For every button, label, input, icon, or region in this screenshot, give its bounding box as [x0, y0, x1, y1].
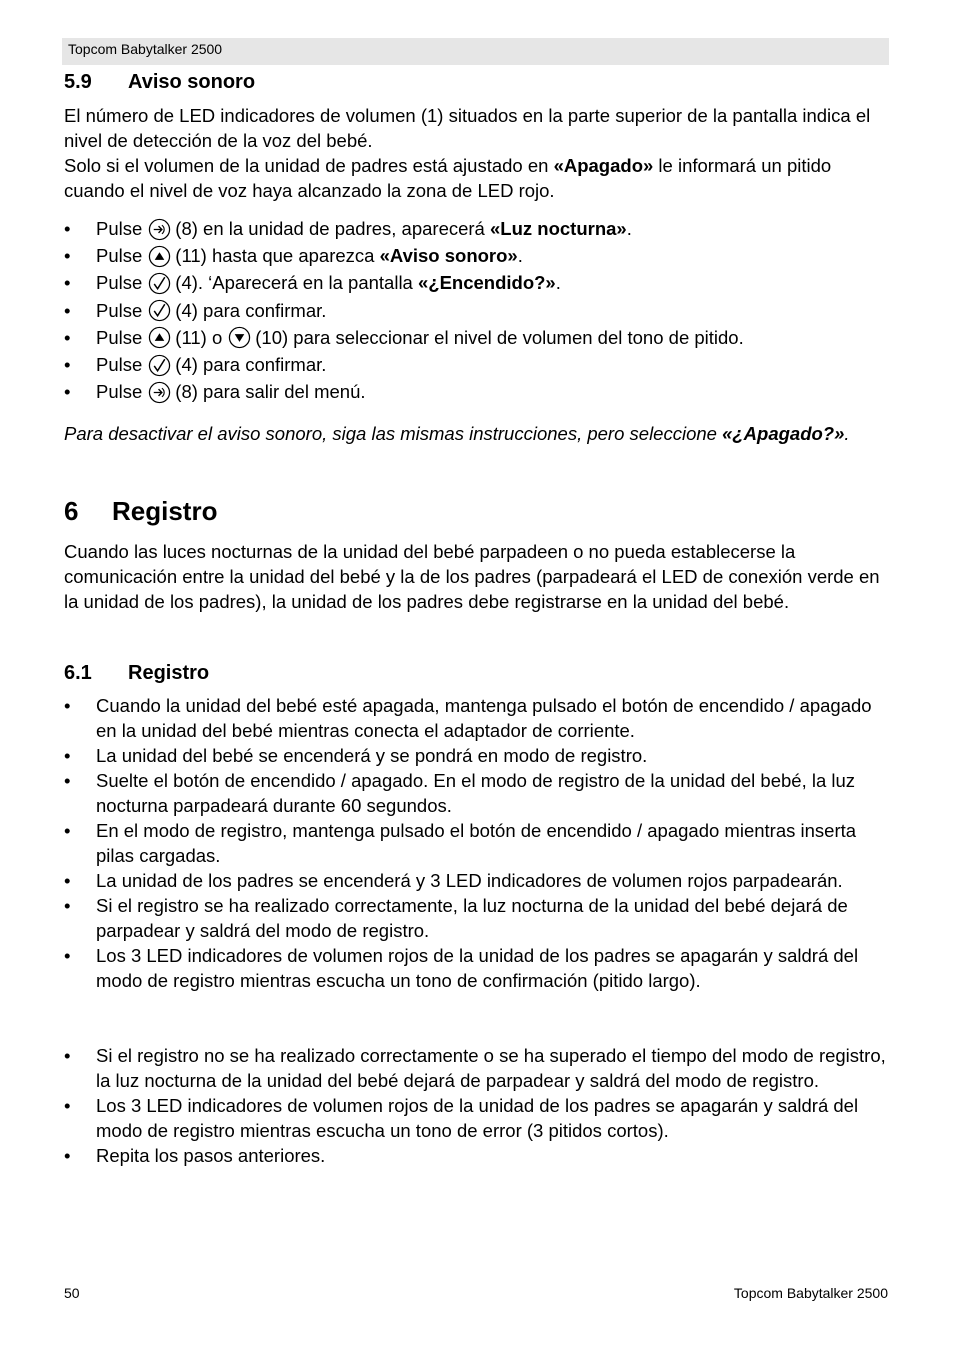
list-item [64, 1093, 894, 1143]
check-icon [148, 299, 171, 322]
para2-after: le informará un pitido cuando el nivel de voz haya alcanzado la zona de LED rojo. [64, 155, 832, 201]
list-item [64, 1143, 894, 1168]
check-icon [148, 272, 171, 295]
step-bold: «Aviso sonoro» [379, 245, 518, 267]
section-title: Registro [128, 662, 210, 684]
section-6-heading [64, 496, 217, 527]
check-icon [148, 354, 171, 377]
list-item-text: La unidad del bebé se encenderá y se pondrá en modo de registro. [96, 745, 648, 766]
list-item-text: Los 3 LED indicadores de volumen rojos de la unidad de los padres se apagarán y saldrá del modo de registro mientras escucha un tono de error (3 pitidos cortos). [96, 1095, 859, 1141]
list-item-text: Los 3 LED indicadores de volumen rojos de la unidad de los padres se apagarán y saldrá del modo de registro mientras escucha un tono de confirmación (pitido largo). [96, 945, 859, 991]
step-text: (11) o [175, 326, 223, 348]
section-number: 5.9 [64, 71, 92, 93]
step-item [64, 297, 894, 324]
bullet: • [64, 1045, 71, 1066]
bullet: • [64, 381, 71, 403]
list-item [64, 868, 894, 893]
step-item [64, 351, 894, 378]
registro-list-a [64, 693, 894, 993]
bullet: • [64, 895, 71, 916]
step-bold: «¿Encendido?» [417, 272, 556, 294]
para2-bold: «Apagado» [553, 155, 654, 176]
bullet: • [64, 945, 71, 966]
section-number: 6 [64, 496, 79, 526]
section-5-9-para2 [64, 153, 894, 203]
step-text: (4) para confirmar. [175, 299, 327, 321]
step-text: (8) para salir del menú. [175, 381, 366, 403]
bullet: • [64, 1095, 71, 1116]
list-item [64, 768, 894, 818]
step-pre: Pulse [96, 272, 143, 294]
step-text: (11) hasta que aparezca [175, 245, 380, 267]
menu-icon [148, 218, 171, 241]
list-item-text: Si el registro se ha realizado correctamente, la luz nocturna de la unidad del bebé dejará de parpadear y saldrá del modo de registro. [96, 895, 848, 941]
bullet: • [64, 695, 71, 716]
step-pre: Pulse [96, 299, 143, 321]
list-item-text: Repita los pasos anteriores. [96, 1145, 326, 1166]
list-item-text: La unidad de los padres se encenderá y 3 LED indicadores de volumen rojos parpadearán. [96, 870, 843, 891]
section-number: 6.1 [64, 662, 92, 684]
section-title: Registro [112, 496, 218, 526]
step-item [64, 269, 894, 296]
bullet: • [64, 299, 71, 321]
section-5-9-para1: El número de LED indicadores de volumen (1) situados en la parte superior de la pantalla indica el nivel de detección de la voz del bebé. [64, 105, 871, 151]
list-item [64, 693, 894, 743]
note-bold: «¿Apagado?» [722, 423, 845, 444]
bullet: • [64, 353, 71, 375]
bullet: • [64, 272, 71, 294]
step-item [64, 215, 894, 242]
step-item [64, 324, 894, 351]
list-item [64, 743, 894, 768]
step-pre: Pulse [96, 353, 143, 375]
section-5-9-heading [64, 71, 255, 94]
header-title: Topcom Babytalker 2500 [68, 41, 223, 57]
list-item-text: Si el registro no se ha realizado correctamente o se ha superado el tiempo del modo de registro, la luz nocturna de la unidad del bebé dejará de parpadear y saldrá del modo de registro. [96, 1045, 886, 1091]
bullet: • [64, 1145, 71, 1166]
step-text: (4). ‘Aparecerá en la pantalla [175, 272, 418, 294]
list-item [64, 893, 894, 943]
list-item [64, 1043, 894, 1093]
menu-icon [148, 381, 171, 404]
step-pre: Pulse [96, 326, 143, 348]
step-pre: Pulse [96, 218, 143, 239]
step-pre: Pulse [96, 245, 143, 267]
step-bold: «Luz nocturna» [490, 218, 627, 239]
para2-before: Solo si el volumen de la unidad de padres está ajustado en [64, 155, 554, 176]
list-item-text: Cuando la unidad del bebé esté apagada, mantenga pulsado el botón de encendido / apagado en la unidad del bebé mientras conecta el adaptador de corriente. [96, 695, 872, 741]
step-end: . [555, 272, 561, 294]
note-end: . [844, 423, 850, 444]
step-end: . [517, 245, 523, 267]
list-item [64, 943, 894, 993]
registro-list-b [64, 1043, 894, 1168]
step-text: (8) en la unidad de padres, aparecerá [175, 218, 490, 239]
up-arrow-icon [148, 245, 171, 268]
step-item [64, 378, 894, 405]
step-text-2: (10) para seleccionar el nivel de volumen del tono de pitido. [255, 326, 744, 348]
up-arrow-icon [148, 326, 171, 349]
step-text: (4) para confirmar. [175, 353, 327, 375]
footer-page-number: 50 [64, 1285, 80, 1301]
list-item-text: Suelte el botón de encendido / apagado. En el modo de registro de la unidad del bebé, la luz nocturna parpadeará durante 60 segundos. [96, 770, 856, 816]
section-6-para: Cuando las luces nocturnas de la unidad del bebé parpadeen o no pueda establecerse la comunicación entre la unidad del bebé y la de los padres (parpadeará el LED de conexión verde en la unidad de los padres), la unidad de los padres debe registrarse en la unidad del bebé. [64, 541, 880, 612]
note-text: Para desactivar el aviso sonoro, siga las mismas instrucciones, pero seleccione [64, 423, 723, 444]
bullet: • [64, 770, 71, 791]
bullet: • [64, 218, 71, 239]
bullet: • [64, 326, 71, 348]
bullet: • [64, 245, 71, 267]
section-6-1-heading [64, 662, 209, 685]
section-5-9-note [64, 421, 894, 446]
list-item [64, 818, 894, 868]
footer-title: Topcom Babytalker 2500 [733, 1285, 888, 1301]
down-arrow-icon [228, 326, 251, 349]
section-title: Aviso sonoro [128, 71, 256, 93]
steps-list [64, 215, 894, 405]
header-bar [62, 38, 889, 65]
bullet: • [64, 745, 71, 766]
list-item-text: En el modo de registro, mantenga pulsado el botón de encendido / apagado mientras inserta pilas cargadas. [96, 820, 857, 866]
step-item [64, 242, 894, 269]
bullet: • [64, 870, 71, 891]
step-end: . [626, 218, 632, 239]
bullet: • [64, 820, 71, 841]
step-pre: Pulse [96, 381, 143, 403]
